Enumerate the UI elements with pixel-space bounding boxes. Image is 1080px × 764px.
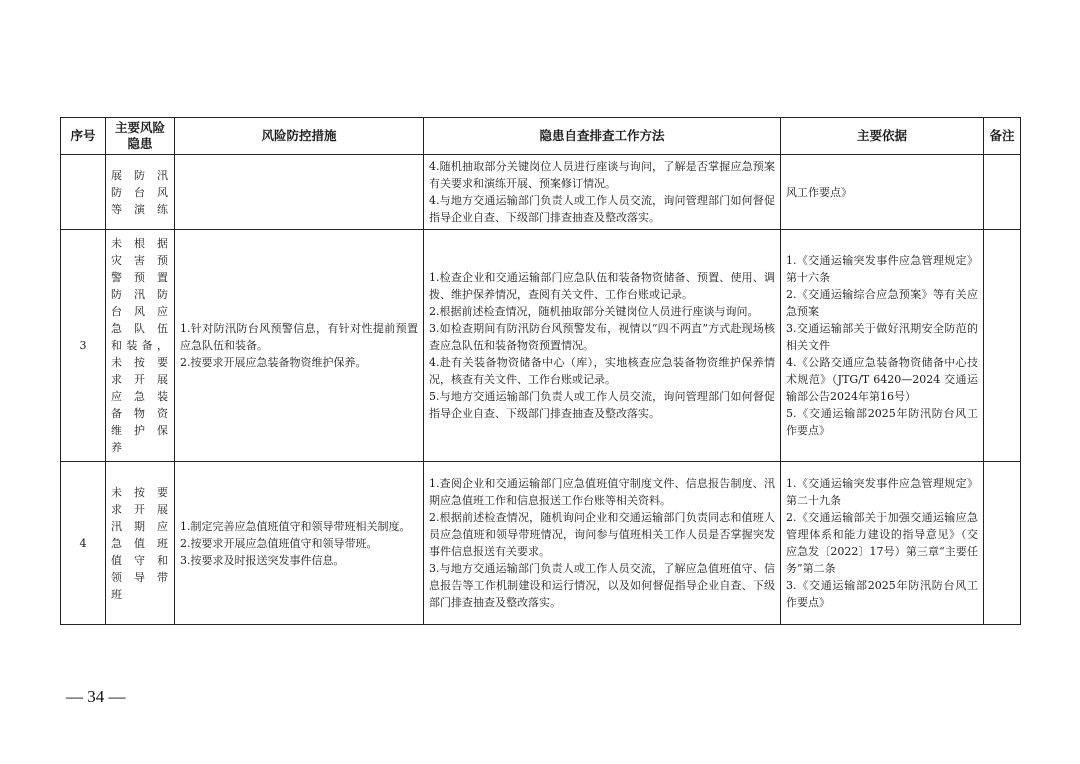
cell-remark <box>984 462 1021 625</box>
header-remark: 备注 <box>984 118 1021 155</box>
cell-risk-line: 等演练 <box>111 202 169 216</box>
cell-risk-line: 求开展 <box>111 502 169 516</box>
cell-risk-line: 求开展 <box>111 373 169 386</box>
cell-risk-line: 汛期应 <box>111 519 169 533</box>
cell-method-line: 5.与地方交通运输部门负责人或工作人员交流，询问管理部门如何督促指导企业自查、下级部门排查抽查及整改落实。 <box>429 390 775 420</box>
cell-basis-line: 4.《公路交通应急装备物资储备中心技术规范》（JTG/T 6420—2024 交通运输部公告2024年第16号） <box>786 356 978 403</box>
cell-method-line: 3.如检查期间有防汛防台风预警发布，视情以“四不两直”方式赴现场核查应急队伍和装备物资预置情况。 <box>429 322 775 352</box>
cell-basis-line: 5.《交通运输部2025年防汛防台风工作要点》 <box>786 407 978 437</box>
cell-measures <box>175 462 424 625</box>
cell-risk-line: 展防汛 <box>111 168 169 182</box>
cell-measures <box>175 155 424 230</box>
cell-method <box>424 155 781 230</box>
cell-risk-line: 警预置 <box>111 271 169 284</box>
cell-method-line: 2.根据前述检查情况，随机抽取部分关键岗位人员进行座谈与询问。 <box>429 305 759 318</box>
cell-risk-line: 维护保 <box>111 424 169 437</box>
cell-basis-line: 3.交通运输部关于做好汛期安全防范的相关文件 <box>786 322 978 352</box>
cell-measures <box>175 230 424 462</box>
cell-risk-line: 防台风 <box>111 185 169 199</box>
cell-risk-line: 未按要 <box>111 356 169 369</box>
cell-basis <box>781 155 984 230</box>
cell-risk-line: 急值班 <box>111 536 169 550</box>
cell-seq <box>61 155 106 230</box>
cell-measures-line: 1.制定完善应急值班值守和领导带班相关制度。 <box>180 519 411 533</box>
cell-method-line: 4.赴有关装备物资储备中心（库），实地核查应急装备物资维护保养情况，核查有关文件、工作台账或记录。 <box>429 356 775 386</box>
cell-remark <box>984 155 1021 230</box>
cell-basis <box>781 462 984 625</box>
cell-risk-line: 值守和 <box>111 553 169 567</box>
cell-risk-line: 未按要 <box>111 485 169 499</box>
cell-risk <box>106 462 175 625</box>
header-measures: 风险防控措施 <box>175 118 424 155</box>
cell-risk-line: 和装备， <box>111 339 169 352</box>
cell-measures-line: 3.按要求及时报送突发事件信息。 <box>180 553 345 567</box>
table-row <box>61 230 1021 462</box>
risk-table <box>60 117 1021 625</box>
cell-risk-line: 灾害预 <box>111 254 169 267</box>
cell-risk <box>106 155 175 230</box>
cell-risk-line: 班 <box>111 587 123 601</box>
cell-risk-line: 台风应 <box>111 305 169 318</box>
cell-seq: 4 <box>61 462 106 625</box>
cell-basis-line: 风工作要点》 <box>786 185 852 199</box>
cell-measures-line: 2.按要求开展应急装备物资维护保养。 <box>180 356 367 369</box>
cell-basis <box>781 230 984 462</box>
cell-measures-line: 2.按要求开展应急值班值守和领导带班。 <box>180 536 378 550</box>
page-number: — 34 — <box>66 687 126 706</box>
cell-method-line: 1.检查企业和交通运输部门应急队伍和装备物资储备、预置、使用、调拨、维护保养情况，查阅有关文件、工作台账或记录。 <box>429 271 775 301</box>
cell-method-line: 4.随机抽取部分关键岗位人员进行座谈与询问，了解是否掌握应急预案有关要求和演练开展、预案修订情况。 <box>429 160 775 190</box>
cell-method <box>424 230 781 462</box>
cell-basis-line: 2.《交通运输部关于加强交通运输应急管理体系和能力建设的指导意见》（交应急发〔2022〕17号）第三章“主要任务”第二条 <box>786 511 978 575</box>
cell-risk-line: 防汛防 <box>111 288 169 301</box>
cell-risk <box>106 230 175 462</box>
cell-measures-line: 1.针对防汛防台风预警信息，有针对性提前预置应急队伍和装备。 <box>180 322 418 352</box>
table-body <box>61 155 1021 625</box>
header-method: 隐患自查排查工作方法 <box>424 118 781 155</box>
cell-method-line: 2.根据前述检查情况，随机询问企业和交通运输部门负责同志和值班人员应急值班和领导带班情况，询问参与值班相关工作人员是否掌握突发事件信息报送有关要求。 <box>429 511 775 558</box>
cell-seq: 3 <box>61 230 106 462</box>
cell-basis-line: 2.《交通运输综合应急预案》等有关应急预案 <box>786 288 978 318</box>
cell-remark <box>984 230 1021 462</box>
cell-risk-line: 养 <box>111 441 123 454</box>
cell-basis-line: 1.《交通运输突发事件应急管理规定》第二十九条 <box>786 477 978 507</box>
header-basis: 主要依据 <box>781 118 984 155</box>
cell-basis-line: 1.《交通运输突发事件应急管理规定》第十六条 <box>786 254 978 284</box>
cell-risk-line: 备物资 <box>111 407 169 420</box>
cell-basis-line: 3.《交通运输部2025年防汛防台风工作要点》 <box>786 579 978 609</box>
cell-method-line: 4.与地方交通运输部门负责人或工作人员交流，询问管理部门如何督促指导企业自查、下级部门排查抽查及整改落实。 <box>429 194 775 224</box>
cell-method-line: 3.与地方交通运输部门负责人或工作人员交流，了解应急值班值守、信息报告等工作机制建设和运行情况，以及如何督促指导企业自查、下级部门排查抽查及整改落实。 <box>429 562 775 609</box>
header-risk: 主要风险隐患 <box>106 118 175 155</box>
table-row <box>61 155 1021 230</box>
table-row <box>61 462 1021 625</box>
header-seq: 序号 <box>61 118 106 155</box>
cell-risk-line: 未根据 <box>111 237 169 250</box>
cell-risk-line: 急队伍 <box>111 322 169 335</box>
cell-risk-line: 应急装 <box>111 390 169 403</box>
cell-method-line: 1.查阅企业和交通运输部门应急值班值守制度文件、信息报告制度、汛期应急值班工作和信息报送工作台账等相关资料。 <box>429 477 775 507</box>
cell-risk-line: 领导带 <box>111 570 169 584</box>
cell-method <box>424 462 781 625</box>
table-header-row <box>61 118 1021 155</box>
